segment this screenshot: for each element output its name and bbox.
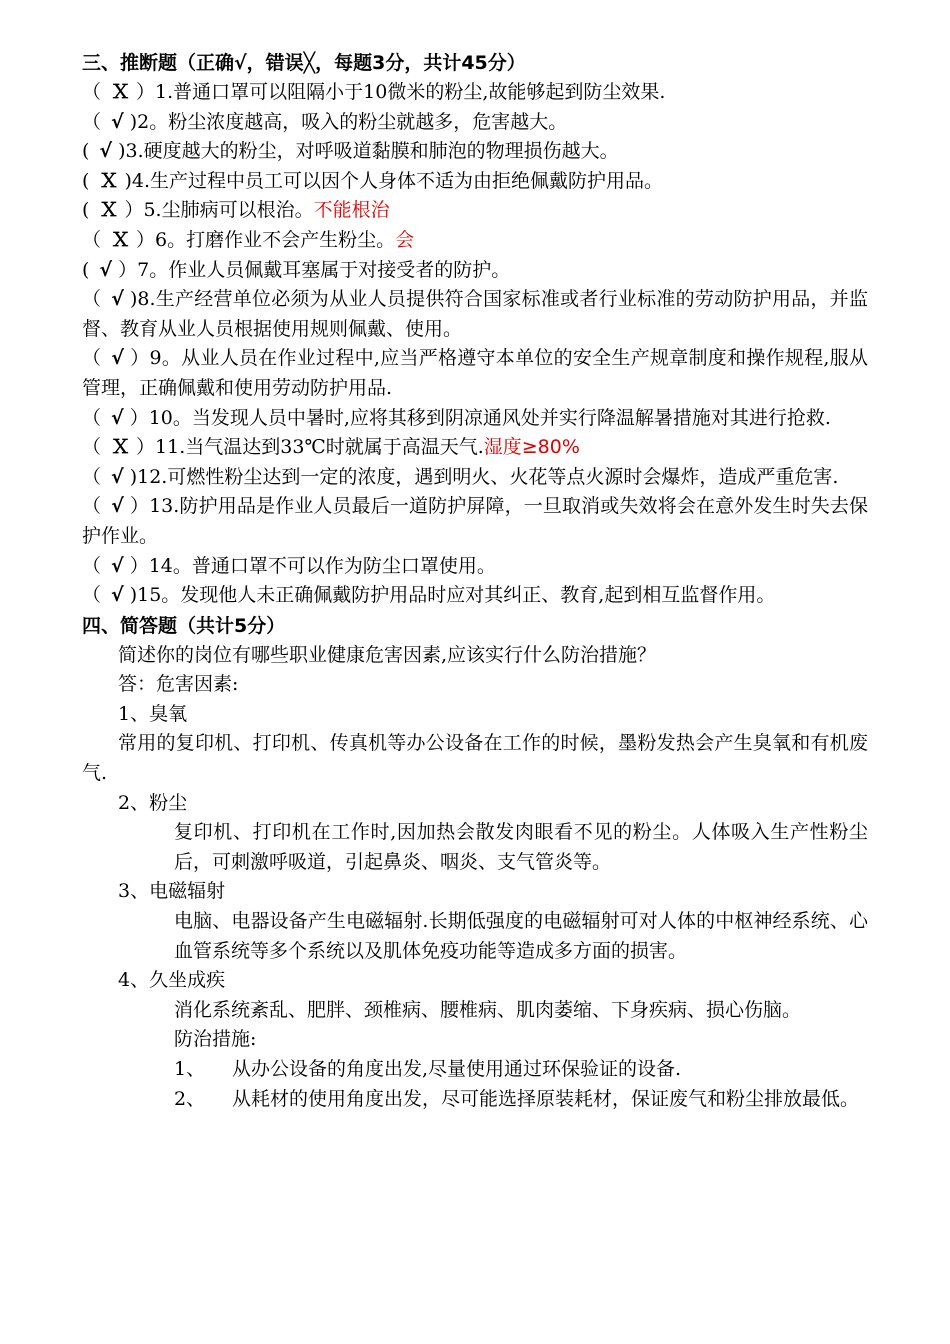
answer-mark: √ [111, 110, 124, 133]
answer-mark: Ｘ [111, 228, 131, 251]
measure-text: 从办公设备的角度出发,尽量使用通过环保验证的设备. [232, 1058, 682, 1080]
hazard-title-dust: 2、粉尘 [118, 791, 188, 814]
answer-mark: √ [111, 554, 124, 577]
measure-item [82, 1055, 868, 1085]
bracket-open: （ [82, 584, 102, 607]
hazard-text-radiation: 电脑、电器设备产生电磁辐射.长期低强度的电磁辐射可对人体的中枢神经系统、心血管系统等多个系统以及肌体免疫功能等造成多方面的损害。 [174, 910, 868, 962]
answer-mark: √ [99, 140, 113, 163]
question-text: 7。作业人员佩戴耳塞属于对接受者的防护。 [137, 258, 511, 281]
question-text: 11.当气温达到33℃时就属于高温天气. [155, 436, 484, 459]
bracket-close: ） [129, 554, 149, 577]
bracket-open: ( [82, 199, 90, 222]
question-text: 10。当发现人员中暑时,应将其移到阴凉通风处并实行降温解暑措施对其进行抢救. [148, 406, 831, 429]
bracket-open: （ [82, 110, 102, 133]
bracket-close: ） [118, 258, 138, 281]
bracket-close: ） [136, 436, 156, 459]
question-item [82, 256, 868, 286]
section4-title: 四、简答题（共计5分） [82, 614, 286, 637]
question-item [82, 581, 868, 611]
answer-mark: Ｘ [111, 81, 131, 103]
question-item [82, 78, 868, 108]
question-list [82, 78, 868, 611]
correction-note: 会 [395, 228, 415, 251]
bracket-close: ) [129, 465, 138, 488]
question-item [82, 226, 868, 256]
bracket-open: ( [82, 258, 90, 281]
question-text: 2。粉尘浓度越高，吸入的粉尘就越多，危害越大。 [137, 110, 568, 133]
question-text: 8.生产经营单位必须为从业人员提供符合国家标准或者行业标准的劳动防护用品，并监督、教育从业人员根据使用规则佩戴、使用。 [82, 288, 868, 340]
bracket-open: （ [82, 228, 102, 251]
essay-question: 简述你的岗位有哪些职业健康危害因素,应该实行什么防治措施？ [118, 643, 657, 666]
bracket-close: ) [129, 110, 138, 133]
bracket-close: ) [118, 140, 126, 163]
bracket-close: ） [129, 347, 150, 370]
question-item [82, 492, 868, 551]
measure-text: 从耗材的使用角度出发，尽可能选择原装耗材，保证废气和粉尘排放最低。 [232, 1087, 860, 1110]
bracket-open: （ [82, 465, 102, 488]
section3-title: 三、推断题（正确√，错误╳，每题3分，共计45分） [82, 52, 526, 74]
question-item [82, 404, 868, 434]
question-item [82, 196, 868, 226]
bracket-close: ） [129, 495, 150, 518]
question-item [82, 433, 868, 463]
bracket-open: （ [82, 495, 102, 518]
answer-mark: √ [111, 465, 124, 488]
answer-mark: √ [111, 584, 124, 607]
question-text: 5.尘肺病可以根治。 [143, 199, 314, 222]
bracket-close: ) [129, 288, 138, 311]
answer-mark: √ [111, 347, 124, 370]
answer-mark: Ｘ [99, 199, 119, 222]
measure-number: 1、 [174, 1058, 206, 1080]
question-text: 9。从业人员在作业过程中,应当严格遵守本单位的安全生产规章制度和操作规程,服从管理，正确佩戴和使用劳动防护用品. [82, 347, 868, 399]
bracket-open: （ [82, 436, 102, 459]
question-text: 14。普通口罩不可以作为防尘口罩使用。 [148, 554, 496, 577]
answer-mark: Ｘ [111, 436, 131, 459]
bracket-open: （ [82, 347, 102, 370]
bracket-close: ) [124, 169, 132, 192]
question-item [82, 137, 868, 167]
bracket-open: ( [82, 169, 90, 192]
bracket-close: ） [129, 406, 149, 429]
measure-number: 2、 [174, 1087, 206, 1110]
question-item [82, 463, 868, 493]
question-item [82, 552, 868, 582]
bracket-open: （ [82, 288, 102, 311]
answer-mark: √ [111, 495, 124, 518]
question-item [82, 285, 868, 344]
correction-note: 湿度≥80% [483, 436, 580, 459]
question-text: 15。发现他人未正确佩戴防护用品时应对其纠正、教育,起到相互监督作用。 [137, 584, 776, 607]
correction-note: 不能根治 [313, 199, 390, 222]
hazard-title-sitting: 4、久坐成疾 [118, 969, 226, 992]
measure-item [82, 1085, 868, 1115]
answer-label: 答：危害因素: [118, 673, 239, 696]
hazard-title-ozone: 1、臭氧 [118, 702, 188, 725]
question-text: 6。打磨作业不会产生粉尘。 [155, 228, 396, 251]
question-text: 4.生产过程中员工可以因个人身体不适为由拒绝佩戴防护用品。 [131, 169, 663, 192]
answer-mark: √ [99, 258, 113, 281]
hazard-title-radiation: 3、电磁辐射 [118, 880, 226, 903]
bracket-open: （ [82, 81, 102, 103]
bracket-close: ） [136, 228, 156, 251]
bracket-open: ( [82, 140, 90, 163]
question-text: 1.普通口罩可以阻隔小于10微米的粉尘,故能够起到防尘效果. [155, 81, 666, 103]
hazard-text-sitting: 消化系统紊乱、肥胖、颈椎病、腰椎病、肌肉萎缩、下身疾病、损心伤脑。 [174, 998, 802, 1021]
hazard-text-ozone: 常用的复印机、打印机、传真机等办公设备在工作的时候，墨粉发热会产生臭氧和有机废气. [82, 732, 868, 785]
question-item [82, 108, 868, 138]
question-text: 13.防护用品是作业人员最后一道防护屏障，一旦取消或失效将会在意外发生时失去保护作业。 [82, 495, 868, 547]
hazard-text-dust: 复印机、打印机在工作时,因加热会散发肉眼看不见的粉尘。人体吸入生产性粉尘后，可刺激呼吸道，引起鼻炎、咽炎、支气管炎等。 [174, 821, 868, 873]
answer-mark: √ [111, 288, 124, 311]
bracket-close: ） [136, 81, 156, 103]
answer-mark: Ｘ [99, 169, 119, 192]
bracket-open: （ [82, 554, 102, 577]
bracket-close: ) [129, 584, 138, 607]
question-text: 3.硬度越大的粉尘，对呼吸道黏膜和肺泡的物理损伤越大。 [125, 140, 619, 163]
question-text: 12.可燃性粉尘达到一定的浓度，遇到明火、火花等点火源时会爆炸，造成严重危害. [137, 465, 839, 488]
bracket-close: ） [124, 199, 144, 222]
answer-mark: √ [111, 406, 124, 429]
question-item [82, 167, 868, 197]
measures-label: 防治措施: [174, 1028, 257, 1051]
question-item [82, 344, 868, 403]
bracket-open: （ [82, 406, 102, 429]
